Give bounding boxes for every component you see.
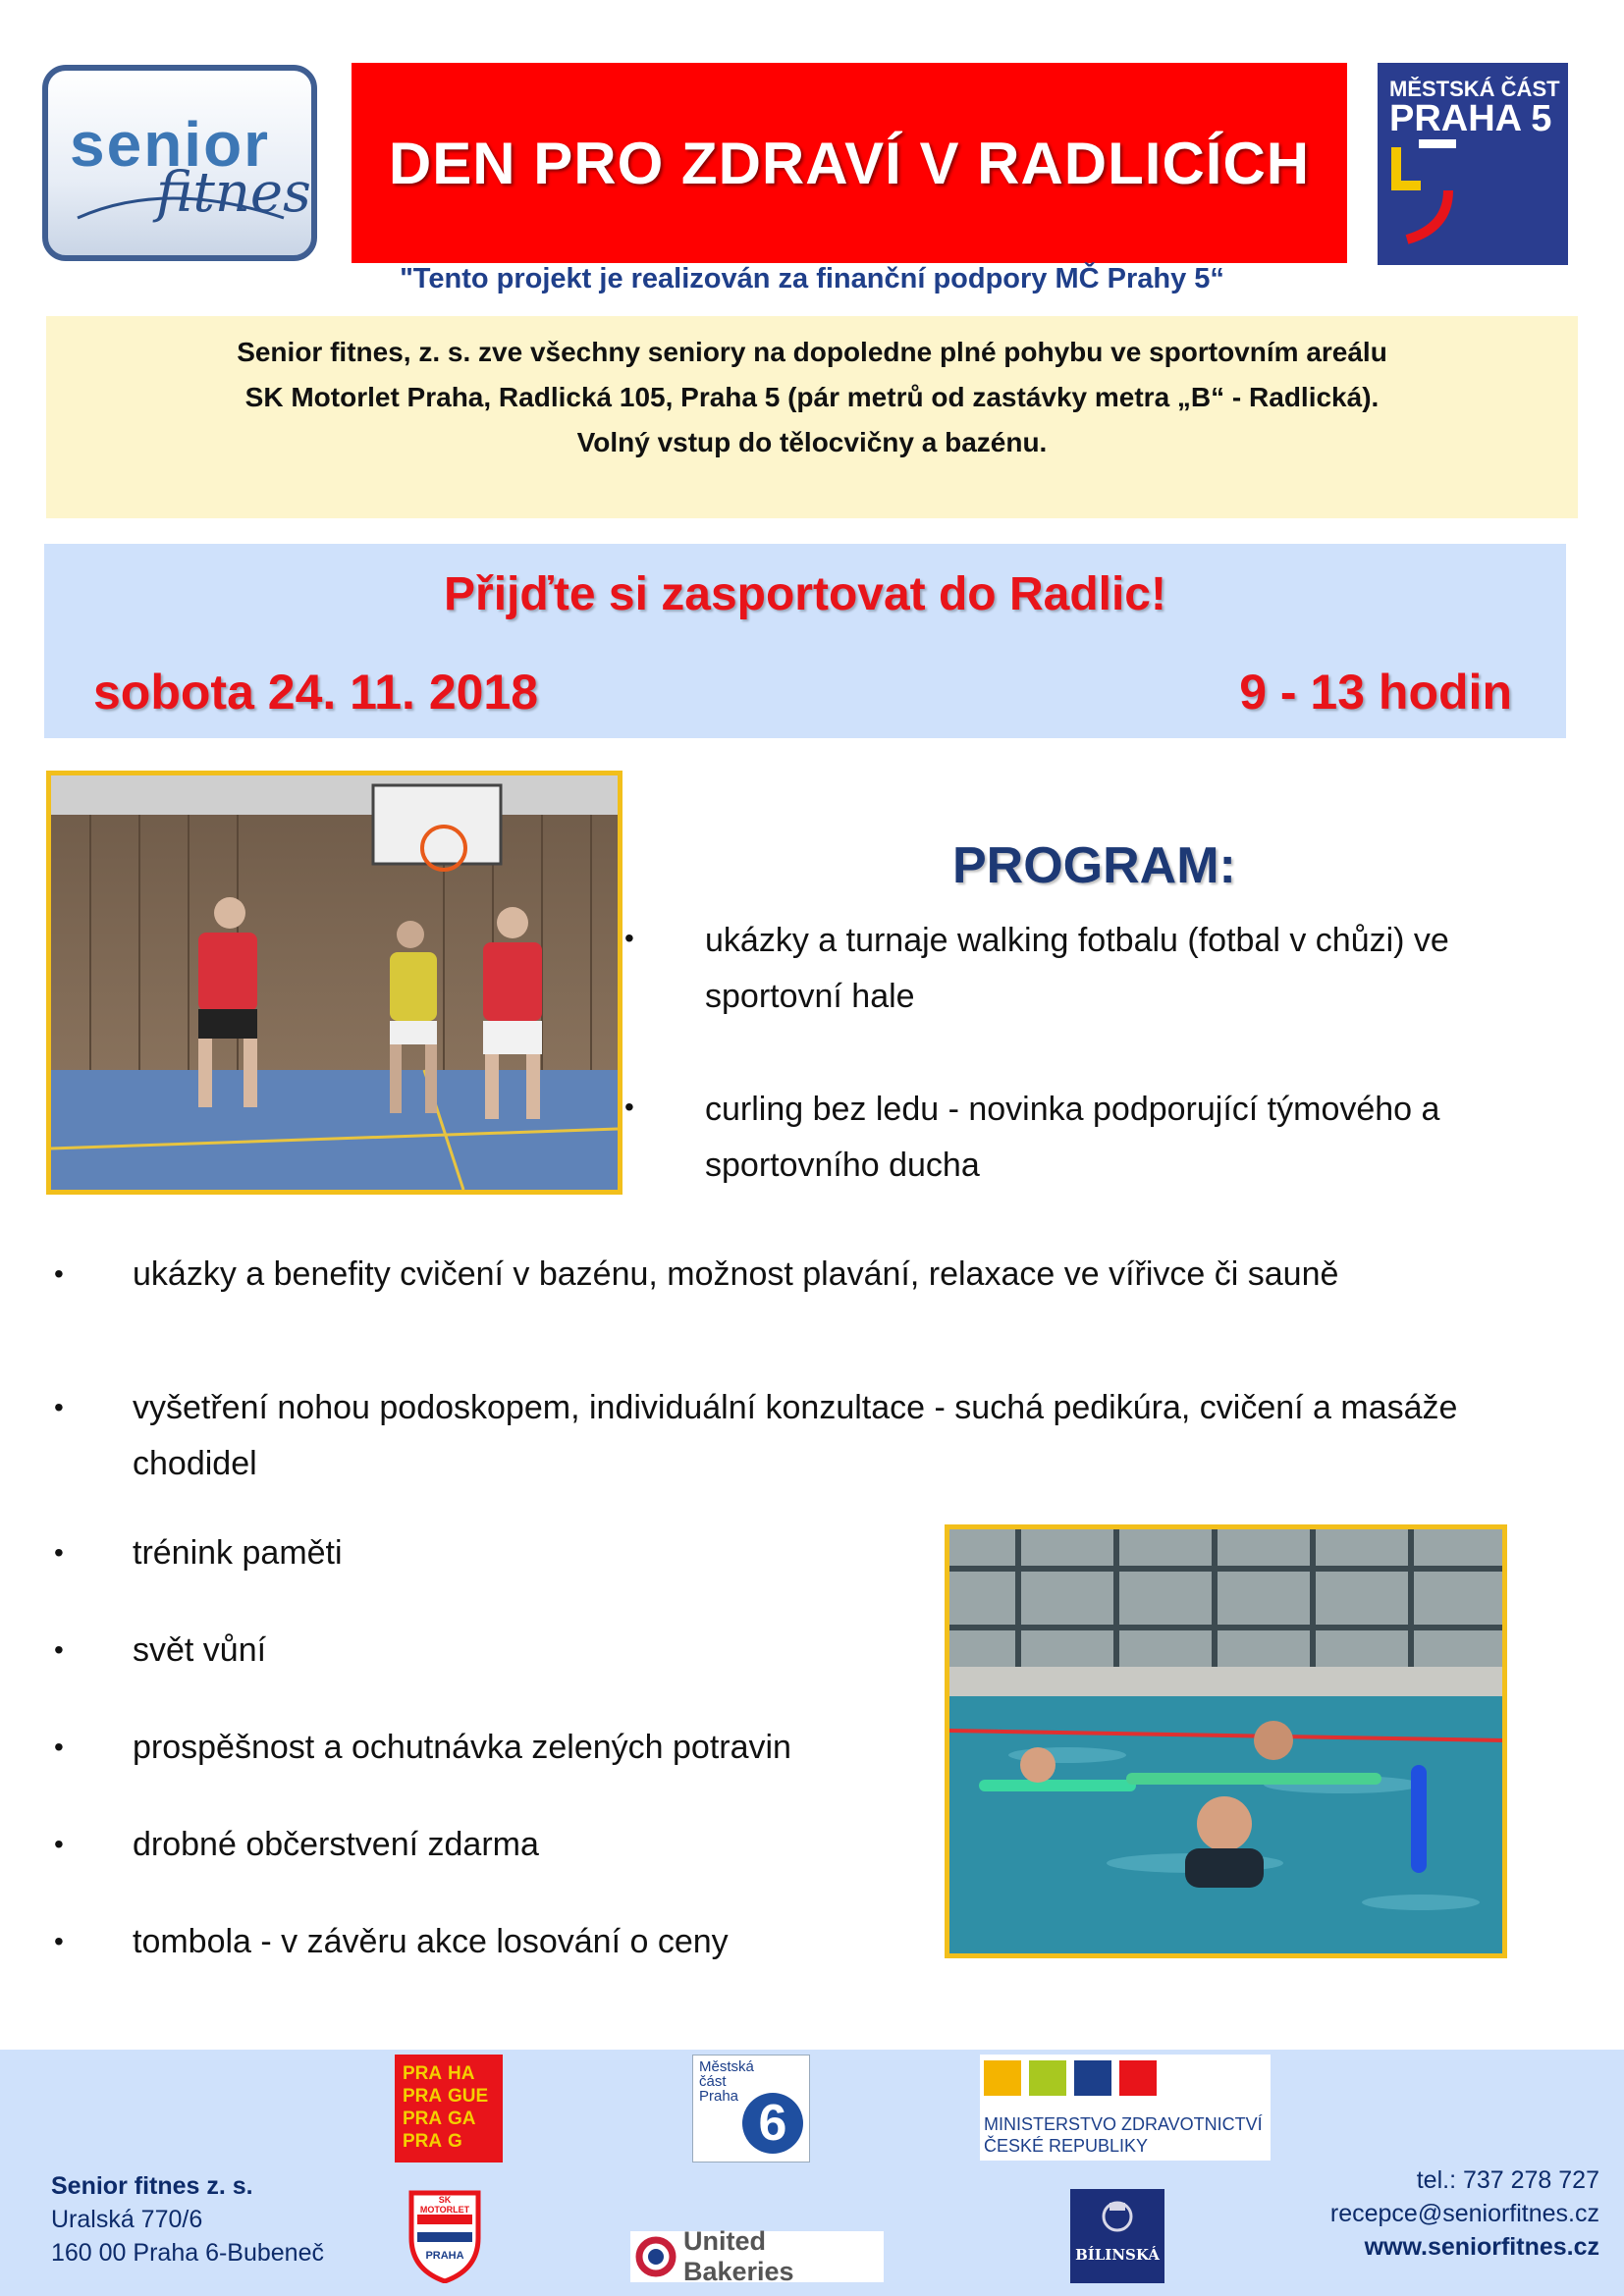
- invitation-line-2: SK Motorlet Praha, Radlická 105, Praha 5 (pár metrů od zastávky metra „B“ - Radlická).: [244, 382, 1380, 412]
- event-title: DEN PRO ZDRAVÍ V RADLICÍCH: [388, 130, 1311, 196]
- program-heading: PROGRAM:: [952, 837, 1236, 894]
- program-item-curling: curling bez ledu - novinka podporující týmového a sportovního ducha: [705, 1091, 1440, 1184]
- contact-web[interactable]: www.seniorfitnes.cz: [1364, 2233, 1599, 2261]
- united-bakeries-text: United Bakeries: [682, 2226, 794, 2286]
- senior-fitnes-logo: [42, 65, 317, 261]
- logo-word-fitnes: fitnes: [156, 161, 311, 225]
- ministry-logo-icon: [980, 2055, 1271, 2104]
- contact-email[interactable]: recepce@seniorfitnes.cz: [1329, 2200, 1599, 2227]
- pool-exercise-photo: [945, 1524, 1507, 1958]
- program-item-walking-football: ukázky a turnaje walking fotbalu (fotbal v chůzi) ve sportovní hale: [705, 922, 1449, 1015]
- praha-logo-text: GA: [448, 2109, 476, 2129]
- program-item-tombola: tombola - v závěru akce losování o ceny: [133, 1923, 729, 1960]
- bullet: •: [54, 1926, 64, 1956]
- motorlet-mid: MOTORLET: [419, 2205, 470, 2215]
- bullet: •: [54, 1732, 64, 1762]
- contact-info: [1330, 2163, 1599, 2264]
- program-item-scents: svět vůní: [133, 1631, 267, 1669]
- org-street: Uralská 770/6: [51, 2206, 203, 2233]
- praha6-number: 6: [742, 2093, 803, 2154]
- contact-phone: tel.: 737 278 727: [1416, 2166, 1599, 2194]
- organization-address: [51, 2169, 324, 2269]
- ministry-line1: MINISTERSTVO ZDRAVOTNICTVÍ: [984, 2114, 1263, 2134]
- program-item-green-food: prospěšnost a ochutnávka zelených potravin: [133, 1729, 791, 1766]
- org-name: Senior fitnes z. s.: [51, 2172, 253, 2200]
- praha-logo-text: HA: [448, 2063, 475, 2084]
- bullet: •: [624, 1092, 634, 1122]
- bilinska-text: BÍLINSKÁ: [1075, 2246, 1160, 2264]
- logo-word-senior: senior: [70, 109, 271, 180]
- event-time: 9 - 13 hodin: [1239, 665, 1512, 720]
- united-bakeries-logo: [630, 2226, 884, 2286]
- praha6-logo-line1: Městská: [699, 2058, 754, 2075]
- invitation-box: [46, 316, 1578, 518]
- united-bakeries-icon: [634, 2235, 677, 2278]
- praha6-logo-line3: Praha: [699, 2088, 739, 2105]
- program-item-refreshments: drobné občerstvení zdarma: [133, 1826, 539, 1863]
- event-date: sobota 24. 11. 2018: [93, 665, 539, 720]
- bullet: •: [54, 1258, 64, 1289]
- event-title-banner: [352, 63, 1347, 263]
- praha6-logo: [692, 2055, 810, 2163]
- praha-logo-text: PRA: [403, 2063, 443, 2084]
- logo-swoosh-icon: [48, 71, 311, 255]
- praha-logo-text: PRA: [403, 2131, 443, 2152]
- bilinska-crest-icon: [1070, 2189, 1164, 2248]
- praha5-logo-line1: MĚSTSKÁ ČÁST: [1389, 77, 1560, 101]
- praha5-logo-line2: PRAHA 5: [1389, 98, 1552, 139]
- praha5-emblem-icon: [1378, 63, 1568, 265]
- funding-subtitle: "Tento projekt je realizován za finanční podpory MČ Prahy 5“: [400, 263, 1224, 294]
- praha5-logo: [1378, 63, 1568, 265]
- bullet: •: [54, 1537, 64, 1568]
- praha6-logo-line2: část: [699, 2073, 727, 2090]
- invitation-line-3: Volný vstup do tělocvičny a bazénu.: [576, 427, 1048, 457]
- program-item-podoscope: vyšetření nohou podoskopem, individuální konzultace - suchá pedikúra, cvičení a masáže chodidel: [133, 1389, 1458, 1482]
- invitation-line-1: Senior fitnes, z. s. zve všechny seniory na dopoledne plné pohybu ve sportovním areálu: [237, 337, 1387, 367]
- sk-motorlet-logo: [407, 2189, 482, 2283]
- bullet: •: [54, 1829, 64, 1859]
- praha-prague-logo: [395, 2055, 503, 2163]
- walking-football-photo: [46, 771, 623, 1195]
- event-heading: Přijďte si zasportovat do Radlic!: [444, 568, 1166, 620]
- bullet: •: [54, 1634, 64, 1665]
- praha-logo-text: PRA: [403, 2109, 443, 2129]
- program-item-memory: trénink paměti: [133, 1534, 343, 1572]
- bilinska-logo: [1070, 2189, 1164, 2283]
- praha-logo-text: GUE: [448, 2086, 489, 2107]
- org-city: 160 00 Praha 6-Bubeneč: [51, 2239, 324, 2267]
- praha-logo-text: G: [448, 2131, 462, 2152]
- ministry-of-health-logo: [980, 2055, 1271, 2161]
- program-item-pool: ukázky a benefity cvičení v bazénu, možnost plavání, relaxace ve vířivce či sauně: [133, 1255, 1339, 1293]
- motorlet-bottom: PRAHA: [425, 2250, 464, 2262]
- event-box: [44, 544, 1566, 738]
- praha-logo-text: PRA: [403, 2086, 443, 2107]
- motorlet-top: SK: [438, 2195, 452, 2205]
- bullet: •: [54, 1392, 64, 1422]
- bullet: •: [624, 923, 634, 953]
- ministry-line2: ČESKÉ REPUBLIKY: [984, 2136, 1149, 2156]
